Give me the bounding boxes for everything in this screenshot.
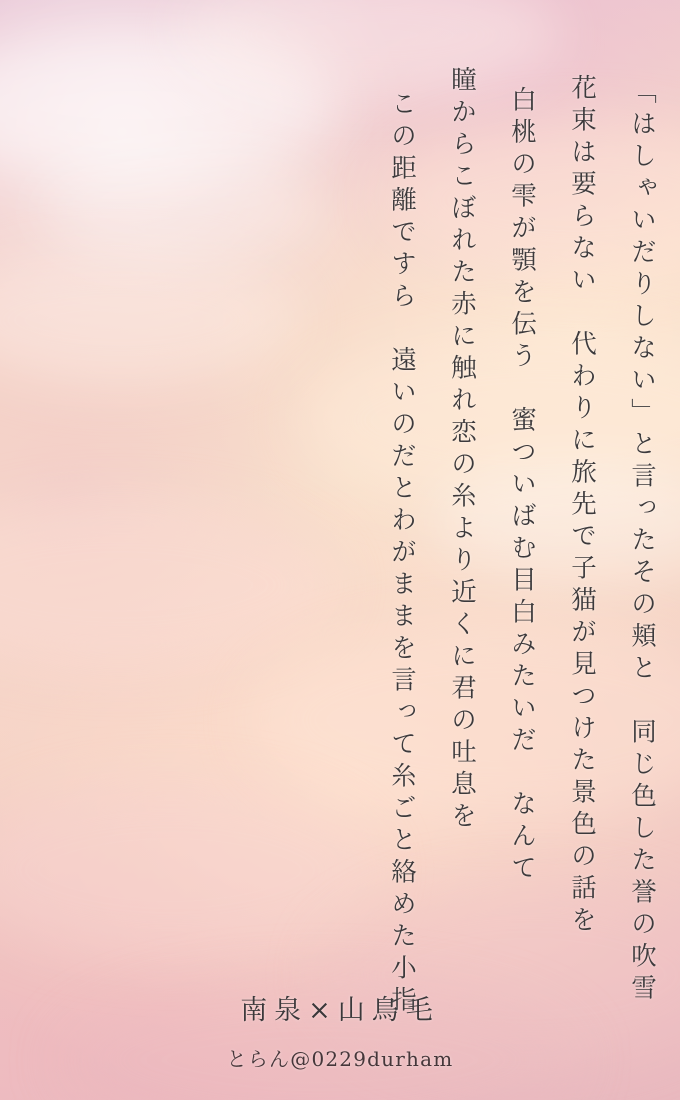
poem-line-2: 花束は要らない 代わりに旅先で子猫が見つけた景色の話を [567, 74, 597, 938]
author-handle: とらん@0229durham [226, 1047, 454, 1071]
poem-line-4: 瞳からこぼれた赤に触れ恋の糸より近くに君の吐息を [447, 66, 477, 834]
credits-block [0, 988, 680, 1072]
poem-line-3: 白桃の雫が顎を伝う 蜜ついばむ目白みたいだ なんて [507, 86, 537, 886]
poem-line-1: 「はしゃいだりしない」と言ったその頬と 同じ色した誉の吹雪 [627, 78, 657, 1006]
pairing-title: 南泉×山鳥毛 [240, 995, 440, 1026]
poem-line-5: この距離ですら 遠いのだとわがままを言って糸ごと絡めた小指 [387, 90, 417, 1018]
